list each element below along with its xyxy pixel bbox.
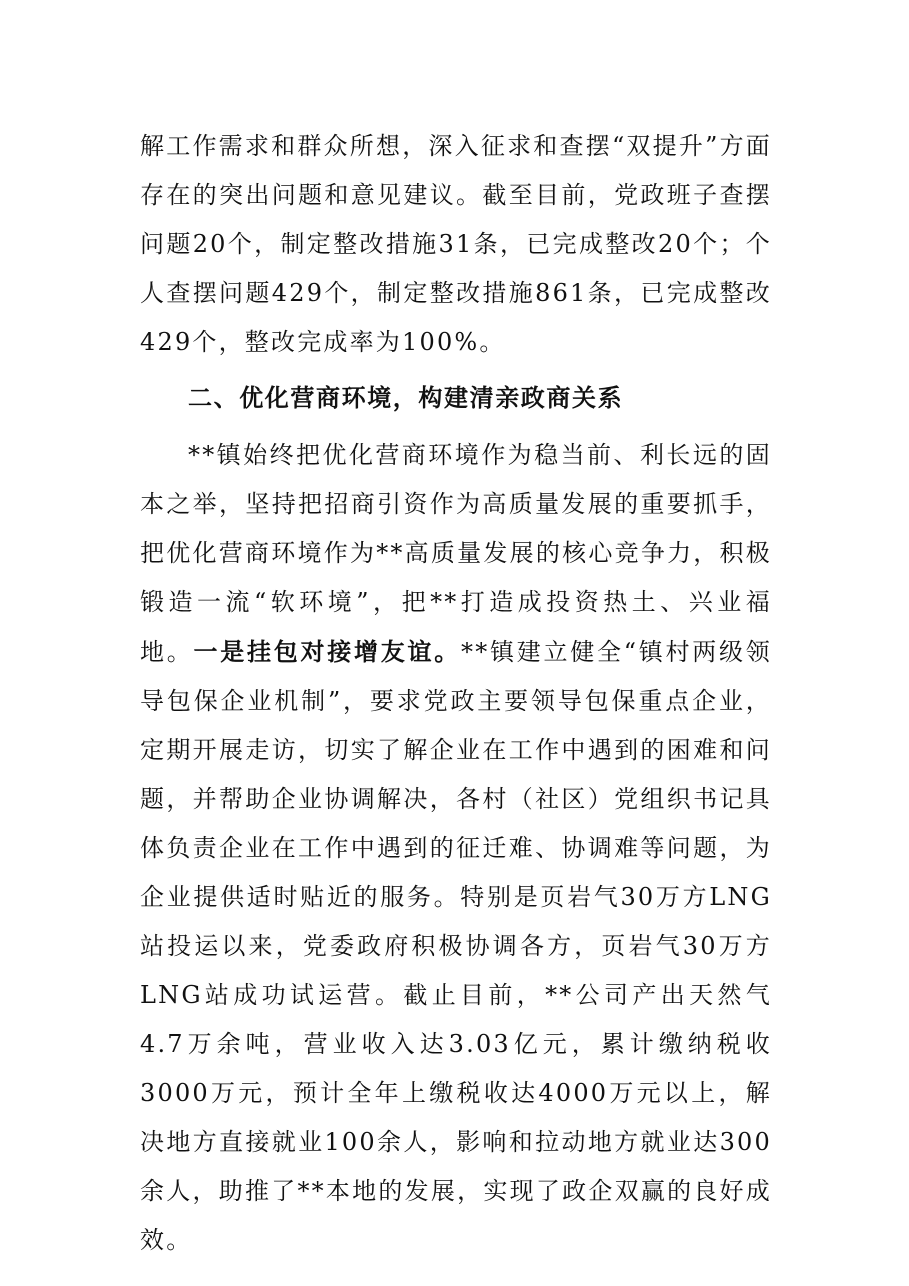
paragraph-business-environment <box>140 431 772 1265</box>
paragraph-problem-review: 解工作需求和群众所想，深入征求和查摆“双提升”方面存在的突出问题和意见建议。截至目前，党政班子查摆问题20个，制定整改措施31条，已完成整改20个；个人查摆问题429个，制定整改措施861条，已完成整改429个，整改完成率为100%。 <box>140 132 772 356</box>
bold-point-label: 一是挂包对接增友谊。 <box>193 637 462 666</box>
document-body <box>140 122 772 1265</box>
paragraph-intro-text: **镇始终把优化营商环境作为稳当前、利长远的固本之举，坚持把招商引资作为高质量发展的重要抓手，把优化营商环境作为**高质量发展的核心竞争力，积极锻造一流“软环境”，把**打造成投资热土、兴业福地。 <box>140 441 772 666</box>
paragraph-body-text: **镇建立健全“镇村两级领导包保企业机制”，要求党政主要领导包保重点企业，定期开展走访，切实了解企业在工作中遇到的困难和问题，并帮助企业协调解决，各村（社区）党组织书记具体负责企业在工作中遇到的征迁难、协调难等问题，为企业提供适时贴近的服务。特别是页岩气30万方LNG站投运以来，党委政府积极协调各方，页岩气30万方LNG站成功试运营。截止目前，**公司产出天然气4.7万余吨，营业收入达3.03亿元，累计缴纳税收3000万元，预计全年上缴税收达4000万元以上，解决地方直接就业100余人，影响和拉动地方就业达300余人，助推了**本地的发展，实现了政企双赢的良好成效。 <box>140 638 772 1254</box>
section-heading: 二、优化营商环境，构建清亲政商关系 <box>188 384 624 412</box>
